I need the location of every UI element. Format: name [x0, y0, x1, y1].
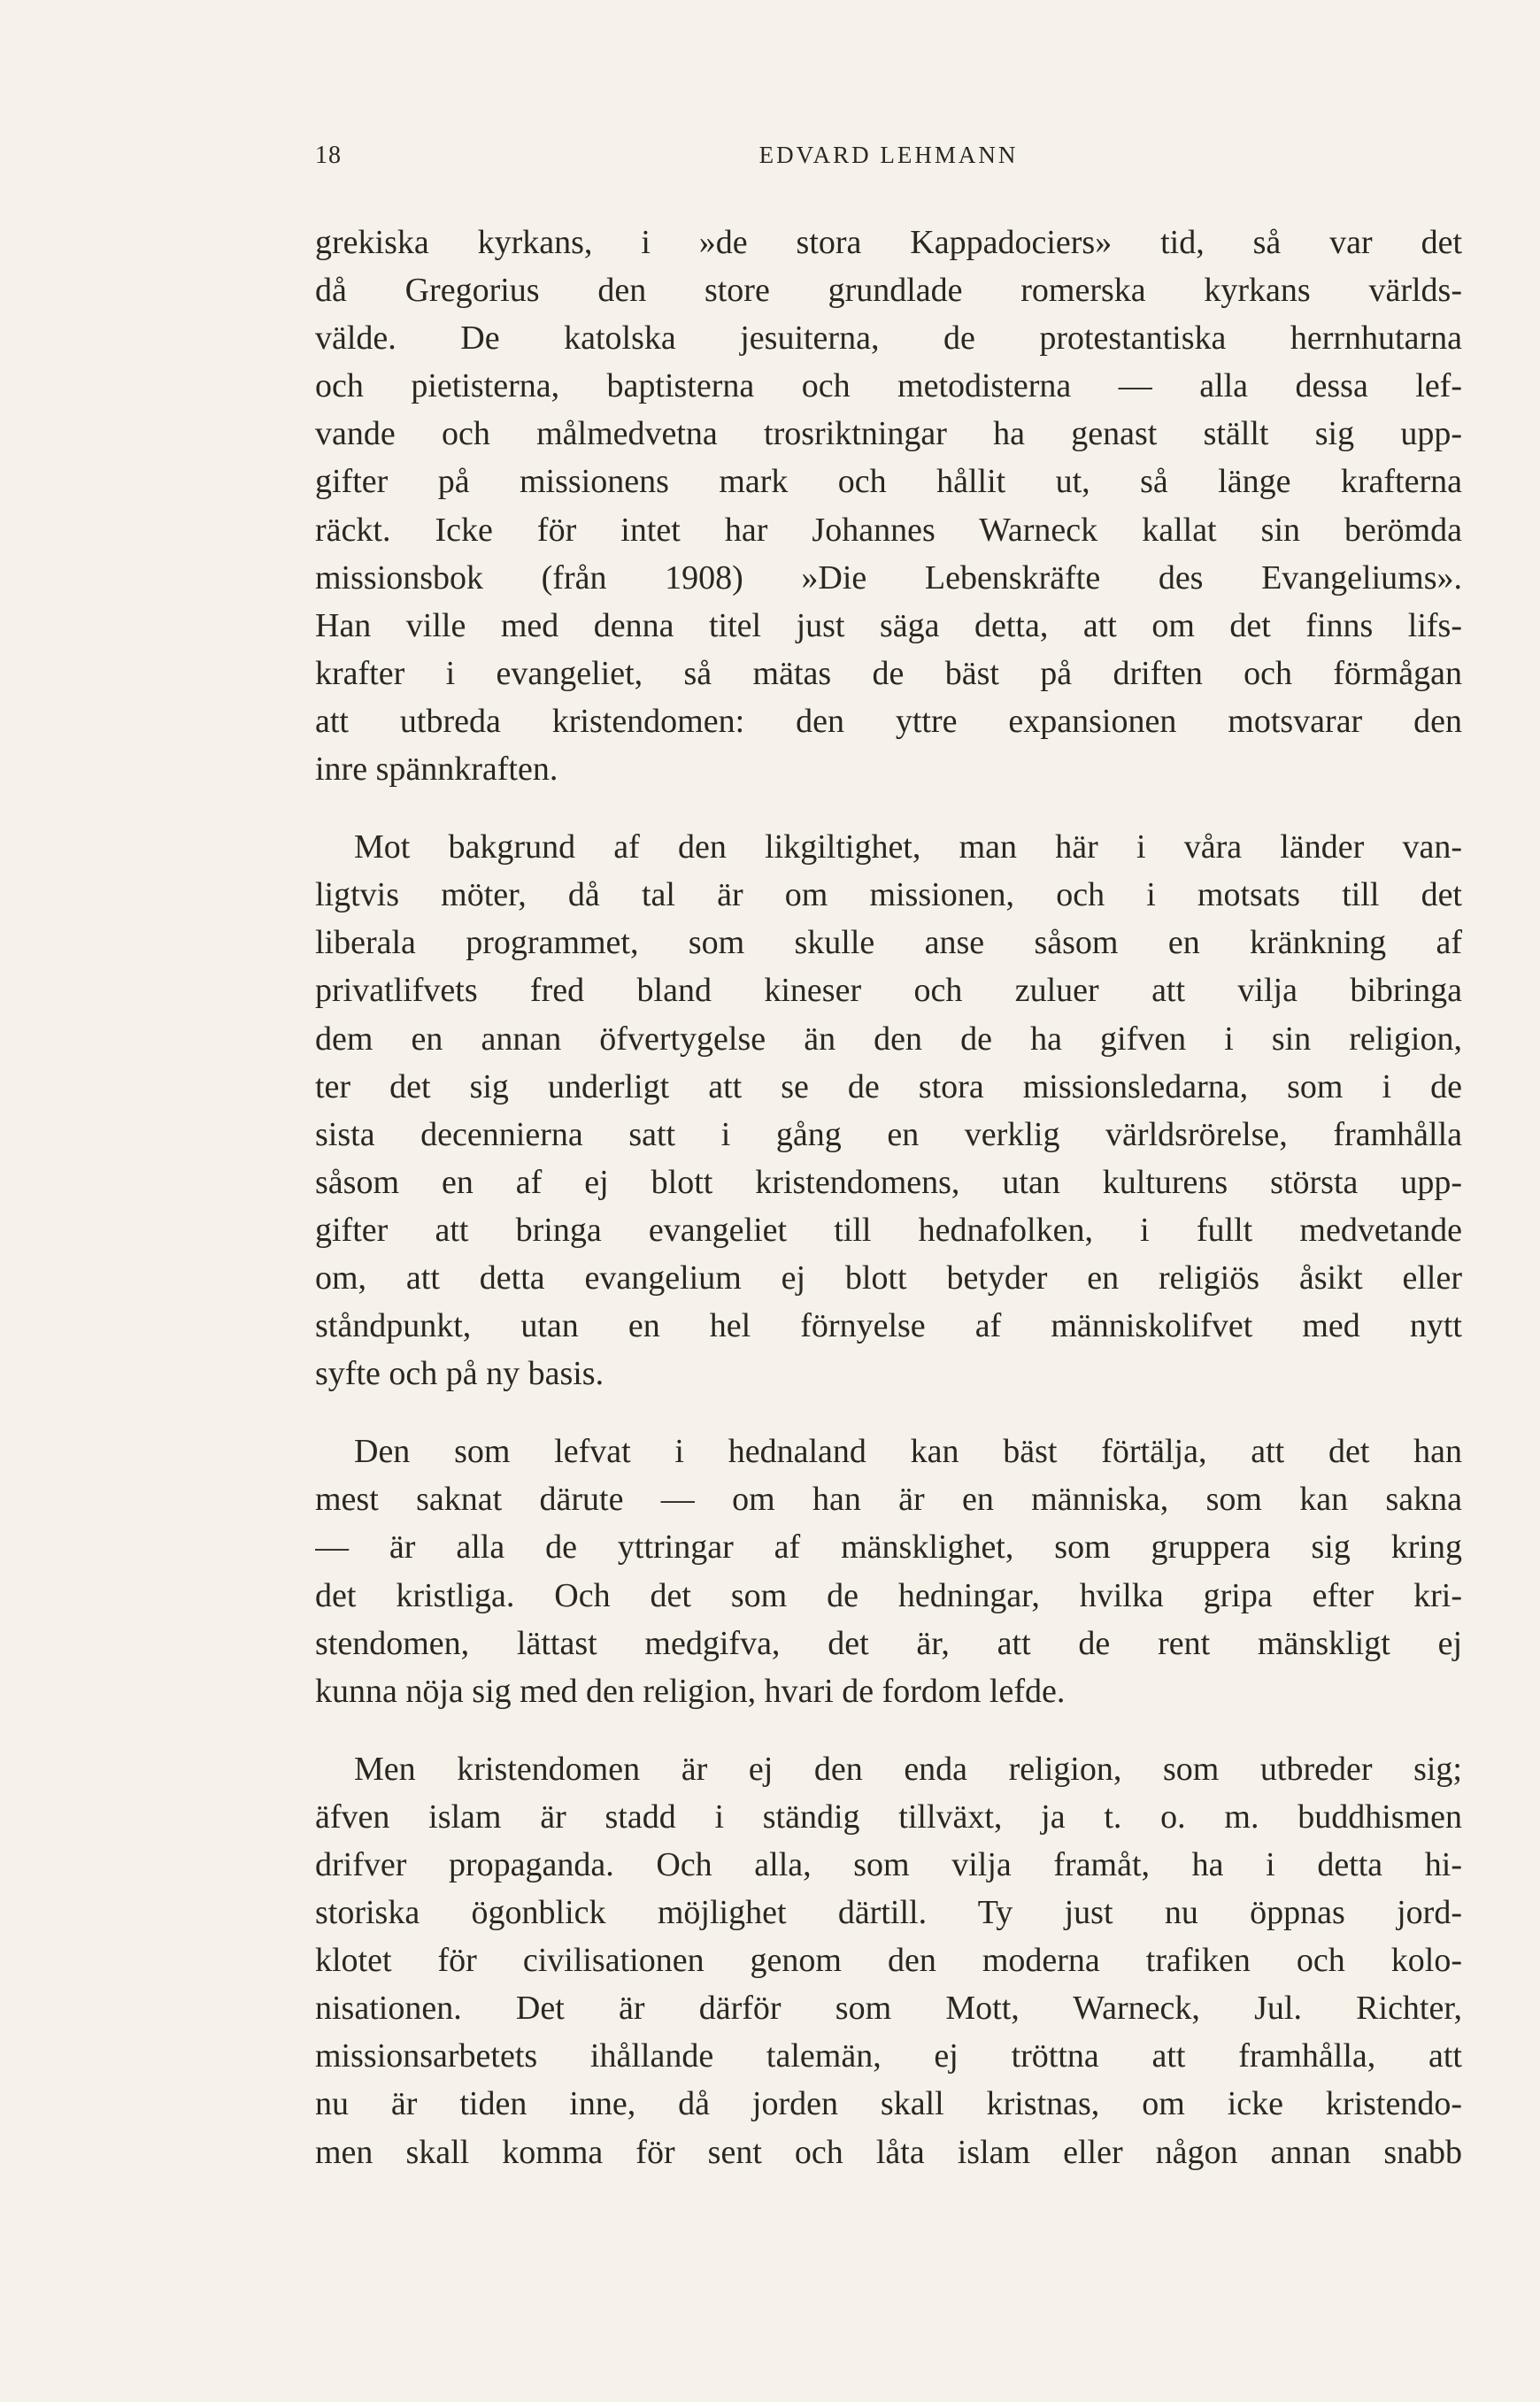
text-line: klotet för civilisationen genom den moderna trafiken och kolo-	[315, 1942, 1462, 1980]
text-line: sista decennierna satt i gång en verklig världsrörelse, framhålla	[315, 1115, 1462, 1153]
text-line: äfven islam är stadd i ständig tillväxt, ja t. o. m. buddhismen	[315, 1798, 1462, 1836]
text-line: syfte och på ny basis.	[315, 1355, 604, 1393]
paragraph-1	[315, 219, 1462, 793]
text-line: missionsbok (från 1908) »Die Lebenskräfte des Evangeliums».	[315, 558, 1462, 597]
page-number: 18	[315, 142, 342, 169]
text-line: men skall komma för sent och låta islam eller någon annan snabb	[315, 2133, 1462, 2171]
text-line: ter det sig underligt att se de stora missionsledarna, som i de	[315, 1067, 1462, 1105]
text-line: ligtvis möter, då tal är om missionen, och i motsats till det	[315, 876, 1462, 914]
text-line: grekiska kyrkans, i »de stora Kappadociers» tid, så var det	[315, 224, 1462, 261]
paragraph-3	[315, 1428, 1462, 1715]
running-title: EDVARD LEHMANN	[758, 142, 1019, 168]
text-line: nu är tiden inne, då jorden skall kristnas, om icke kristendo-	[315, 2085, 1462, 2123]
text-line: ståndpunkt, utan en hel förnyelse af människolifvet med nytt	[315, 1307, 1462, 1345]
text-line: om, att detta evangelium ej blott betyder en religiös åsikt eller	[315, 1259, 1462, 1297]
text-line: missionsarbetets ihållande talemän, ej tröttna att framhålla, att	[315, 2037, 1462, 2075]
text-line: storiska ögonblick möjlighet därtill. Ty just nu öppnas jord-	[315, 1894, 1462, 1932]
text-line: dem en annan öfvertygelse än den de ha gifven i sin religion,	[315, 1020, 1462, 1058]
running-head	[315, 142, 1462, 186]
text-line: då Gregorius den store grundlade romerska kyrkans världs-	[315, 272, 1462, 310]
text-line: krafter i evangeliet, så mätas de bäst på driften och förmågan	[315, 654, 1462, 692]
text-line: det kristliga. Och det som de hedningar, hvilka gripa efter kri-	[315, 1576, 1462, 1614]
text-line: Den som lefvat i hednaland kan bäst förtälja, att det han	[354, 1433, 1462, 1471]
text-line: drifver propaganda. Och alla, som vilja framåt, ha i detta hi-	[315, 1846, 1462, 1883]
text-line: Mot bakgrund af den likgiltighet, man här i våra länder van-	[354, 828, 1462, 866]
text-line: vande och målmedvetna trosriktningar ha genast ställt sig upp-	[315, 415, 1462, 453]
text-line: Men kristendomen är ej den enda religion, som utbreder sig;	[354, 1750, 1462, 1788]
text-line: gifter på missionens mark och hållit ut, så länge krafterna	[315, 463, 1462, 501]
paragraph-2	[315, 823, 1462, 1397]
body-text	[315, 219, 1462, 2176]
text-line: — är alla de yttringar af mänsklighet, som gruppera sig kring	[315, 1528, 1462, 1567]
text-line: räckt. Icke för intet har Johannes Warneck kallat sin berömda	[315, 511, 1462, 549]
text-line: välde. De katolska jesuiterna, de protestantiska herrnhutarna	[315, 319, 1462, 358]
text-line: kunna nöja sig med den religion, hvari de fordom lefde.	[315, 1672, 1066, 1710]
text-line: och pietisterna, baptisterna och metodisterna — alla dessa lef-	[315, 367, 1462, 405]
text-line: gifter att bringa evangeliet till hednafolken, i fullt medvetande	[315, 1211, 1462, 1249]
paragraph-4	[315, 1745, 1462, 2176]
text-line: Han ville med denna titel just säga detta, att om det finns lifs-	[315, 606, 1462, 644]
text-line: att utbreda kristendomen: den yttre expansionen motsvarar den	[315, 702, 1462, 740]
text-line: stendomen, lättast medgifva, det är, att de rent mänskligt ej	[315, 1624, 1462, 1662]
text-line: mest saknat därute — om han är en människa, som kan sakna	[315, 1481, 1462, 1519]
text-line: privatlifvets fred bland kineser och zuluer att vilja bibringa	[315, 972, 1462, 1010]
text-line: såsom en af ej blott kristendomens, utan kulturens största upp-	[315, 1163, 1462, 1201]
text-line: nisationen. Det är därför som Mott, Warneck, Jul. Richter,	[315, 1990, 1462, 2028]
text-line: inre spännkraften.	[315, 751, 558, 789]
text-line: liberala programmet, som skulle anse såsom en kränkning af	[315, 924, 1462, 962]
